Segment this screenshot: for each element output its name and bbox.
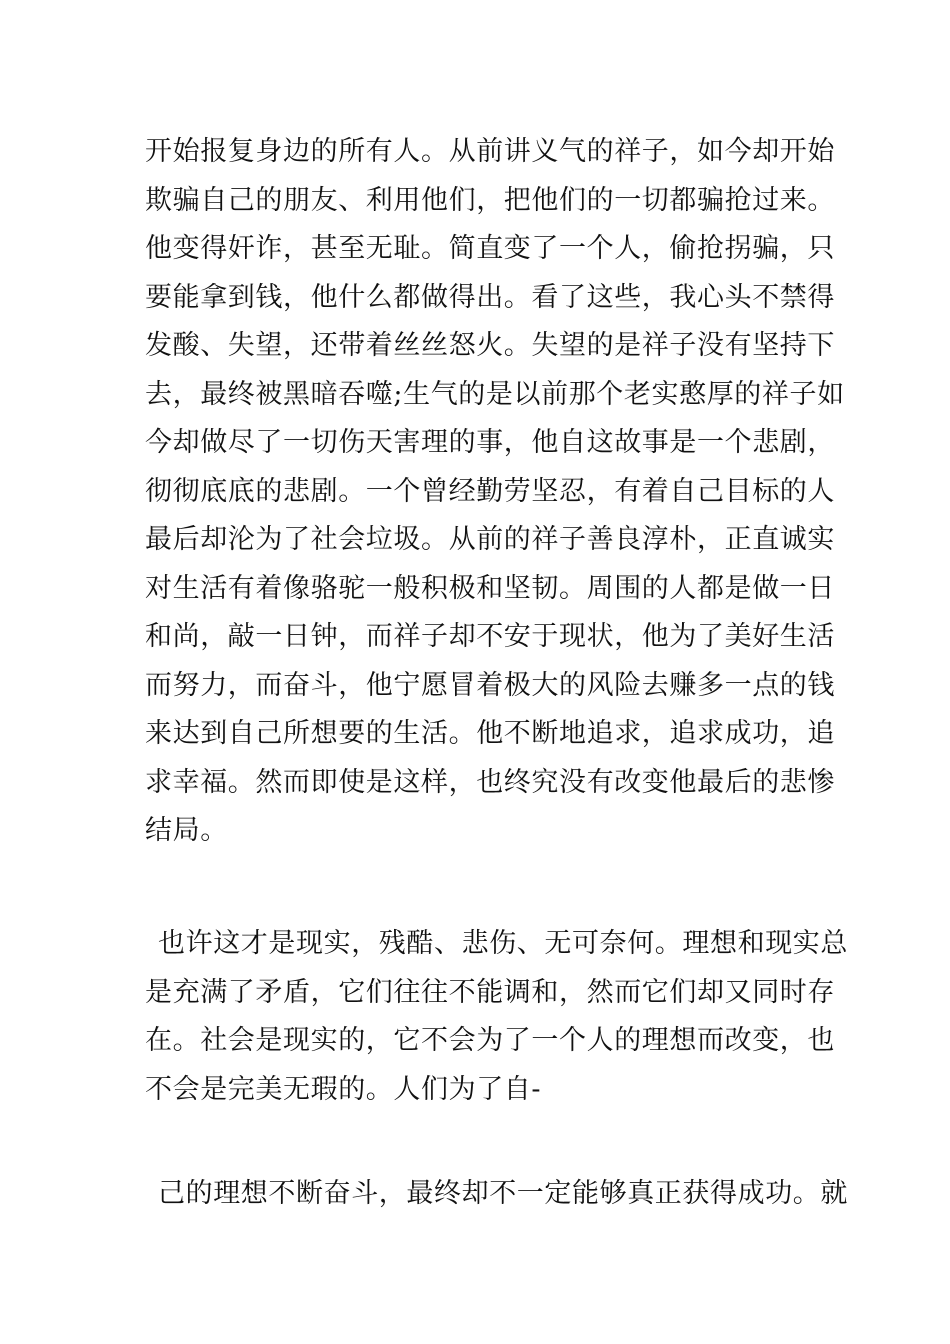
text-line: 求幸福。然而即使是这样，也终究没有改变他最后的悲惨 xyxy=(145,766,835,798)
text-line: 他变得奸诈，甚至无耻。简直变了一个人，偷抢拐骗，只 xyxy=(145,233,835,264)
paragraph-1 xyxy=(145,128,845,856)
text-line: 今却做尽了一切伤天害理的事，他自这故事是一个悲剧， xyxy=(145,427,835,458)
text-line: 发酸、失望，还带着丝丝怒火。失望的是祥子没有坚持下 xyxy=(145,330,835,361)
text-line: 彻彻底底的悲剧。一个曾经勤劳坚忍，有着自己目标的人 xyxy=(145,475,835,507)
text-line: 去，最终被黑暗吞噬;生气的是以前那个老实憨厚的祥子如 xyxy=(145,378,845,410)
text-line: 在。社会是现实的，它不会为了一个人的理想而改变，也 xyxy=(145,1025,835,1056)
text-line: 最后却沦为了社会垃圾。从前的祥子善良淳朴，正直诚实 xyxy=(145,524,835,555)
text-line: 结局。 xyxy=(145,815,228,846)
text-line: 和尚，敲一日钟，而祥子却不安于现状，他为了美好生活 xyxy=(145,621,835,652)
text-line: 是充满了矛盾，它们往往不能调和，然而它们却又同时存 xyxy=(145,976,835,1008)
text-line: 对生活有着像骆驼一般积极和坚韧。周围的人都是做一日 xyxy=(145,572,835,604)
text-line: 欺骗自己的朋友、利用他们，把他们的一切都骗抢过来。 xyxy=(145,184,835,216)
paragraph-3 xyxy=(145,1170,848,1219)
text-line-indented: 己的理想不断奋斗，最终却不一定能够真正获得成功。就 xyxy=(158,1178,848,1209)
text-line: 而努力，而奋斗，他宁愿冒着极大的风险去赚多一点的钱 xyxy=(145,669,835,701)
text-line-indented: 也许这才是现实，残酷、悲伤、无可奈何。理想和现实总 xyxy=(158,928,848,959)
paragraph-2 xyxy=(145,920,848,1114)
text-line: 开始报复身边的所有人。从前讲义气的祥子，如今却开始 xyxy=(145,136,835,167)
text-line: 不会是完美无瑕的。人们为了自- xyxy=(145,1073,542,1105)
text-line: 来达到自己所想要的生活。他不断地追求，追求成功，追 xyxy=(145,718,835,749)
text-line: 要能拿到钱，他什么都做得出。看了这些，我心头不禁得 xyxy=(145,281,835,313)
